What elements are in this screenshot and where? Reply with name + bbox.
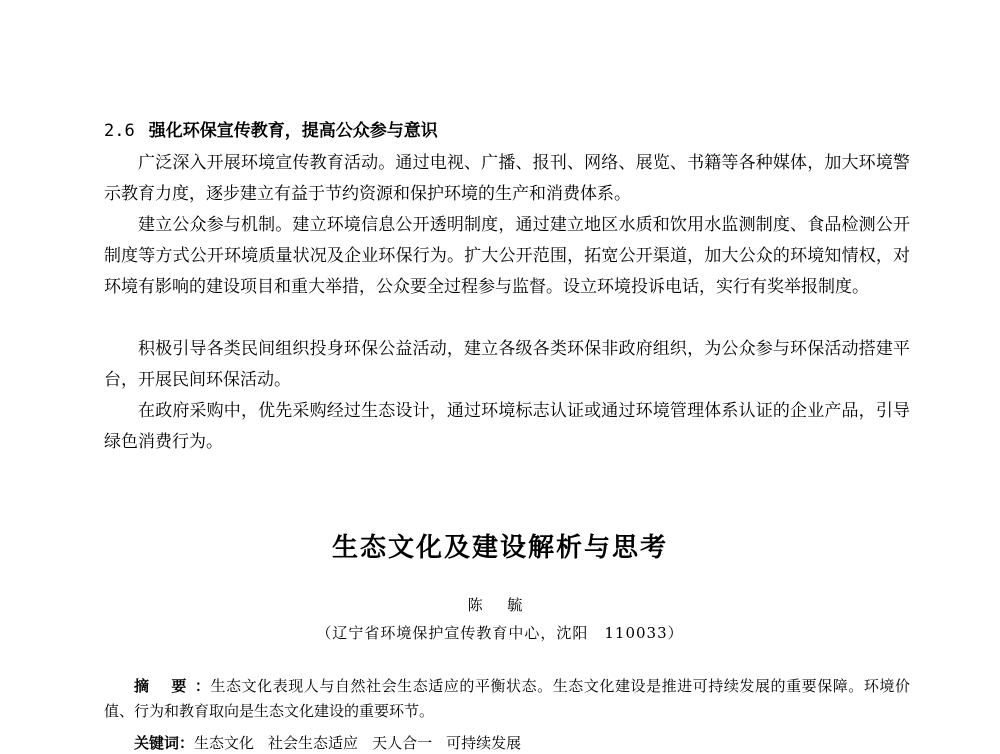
abstract-colon: ： <box>194 677 211 695</box>
section-heading <box>104 120 910 142</box>
keyword-item: 生态文化 <box>194 734 255 752</box>
section-number: 2.6 <box>104 121 135 141</box>
article-author: 陈 毓 <box>467 596 533 614</box>
body-paragraph-2: 建立公众参与机制。建立环境信息公开透明制度，通过建立地区水质和饮用水监测制度、食品检测公开制度等方式公开环境质量状况及企业环保行为。扩大公开范围，拓宽公开渠道，加大公众的环境知情权，对环境有影响的建设项目和重大举措，公众要全过程参与监督。设立环境投诉电话，实行有奖举报制度。 <box>104 215 910 297</box>
keywords <box>104 732 910 754</box>
article-title: 生态文化及建设解析与思考 <box>331 533 668 563</box>
keyword-item: 天人合一 <box>372 734 433 752</box>
abstract-text: 生态文化表现人与自然社会生态适应的平衡状态。生态文化建设是推进可持续发展的重要保障。环境价值、行为和教育取向是生态文化建设的重要环节。 <box>104 677 910 720</box>
section-title: 强化环保宣传教育，提高公众参与意识 <box>148 121 438 141</box>
abstract-label: 摘 要 <box>134 677 195 695</box>
article-affiliation: （辽宁省环境保护宣传教育中心，沈阳 110033） <box>316 624 684 642</box>
abstract <box>104 674 910 724</box>
keywords-colon: ： <box>179 734 195 752</box>
keywords-label: 关键词 <box>134 734 180 752</box>
keyword-item: 社会生态适应 <box>268 734 359 752</box>
body-paragraph-1: 广泛深入开展环境宣传教育活动。通过电视、广播、报刊、网络、展览、书籍等各种媒体，加大环境警示教育力度，逐步建立有益于节约资源和保护环境的生产和消费体系。 <box>104 153 910 204</box>
body-paragraph-3: 积极引导各类民间组织投身环保公益活动，建立各级各类环保非政府组织，为公众参与环保活动搭建平台，开展民间环保活动。 <box>104 339 910 390</box>
body-paragraph-4: 在政府采购中，优先采购经过生态设计，通过环境标志认证或通过环境管理体系认证的企业产品，引导绿色消费行为。 <box>104 401 910 452</box>
keyword-item: 可持续发展 <box>446 734 522 752</box>
